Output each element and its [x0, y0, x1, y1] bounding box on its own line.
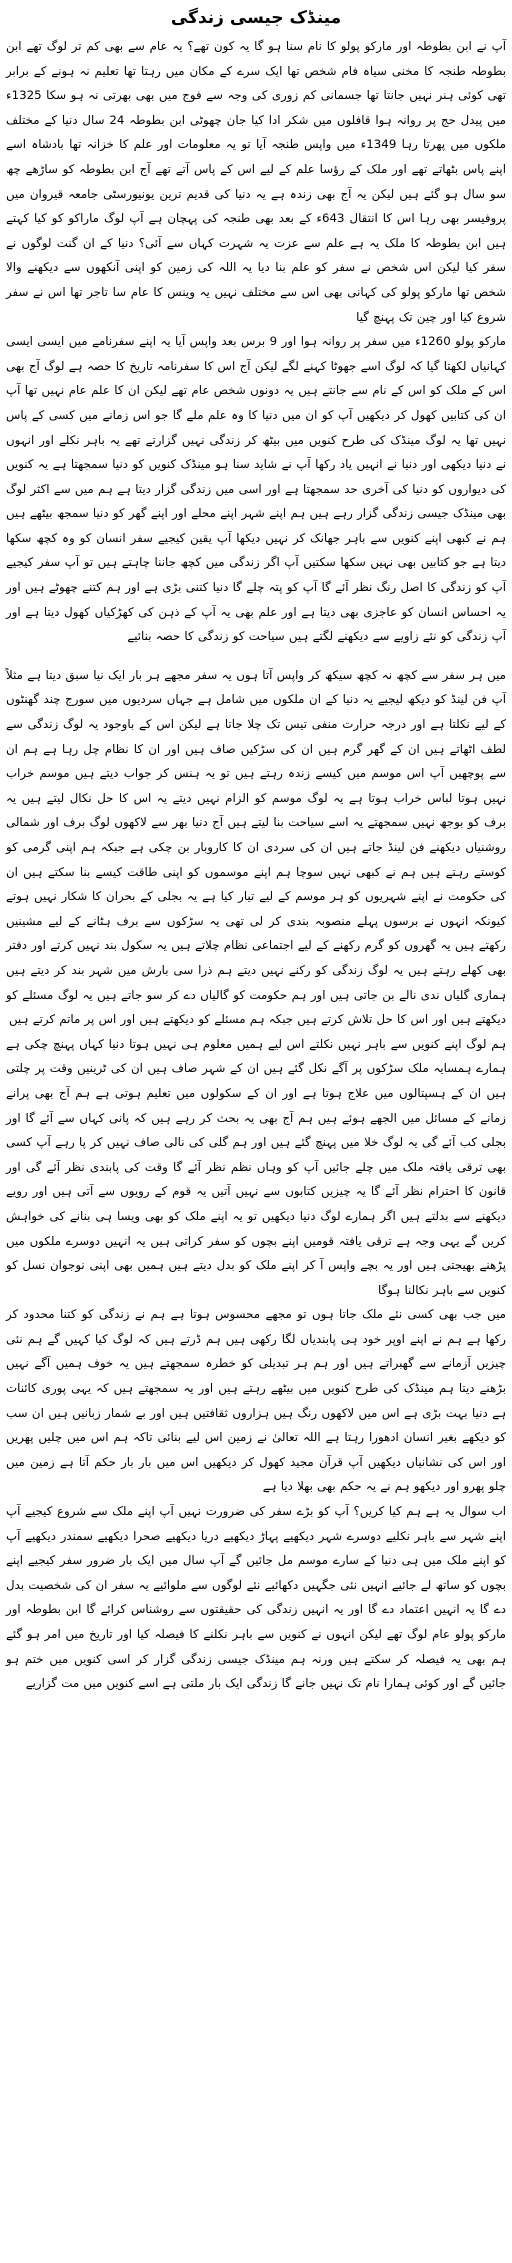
article-paragraph-6: اب سوال یہ ہے ہم کیا کریں؟ آپ کو بڑے سفر کی ضرورت نہیں آپ اپنے ملک سے شروع کیجیے آپ اپنے شہر سے باہر نکلیے دوسرے شہر دیکھیے پہاڑ دیکھیے دریا دیکھیے صحرا دیکھیے سمندر دیکھیے آپ کو اپنے ملک میں ہی دنیا کے سارے موسم مل جائیں گے آپ سال میں ایک بار ضرور سفر کیجیے اپنے بچوں کو ساتھ لے جائیے انہیں نئی جگہیں دکھائیے نئے لوگوں سے ملوائیے یہ سفر ان کی شخصیت بدل دے گا یہ انہیں اعتماد دے گا اور یہ انہیں زندگی کی حقیقتوں سے روشناس کرائے گا ابن بطوطہ اور مارکو پولو عام لوگ تھے لیکن انہوں نے کنویں سے باہر نکلنے کا فیصلہ کیا اور تاریخ میں امر ہو گئے ہم بھی یہ فیصلہ کر سکتے ہیں ورنہ ہم مینڈک جیسی زندگی گزار کر اسی کنویں میں ختم ہو جائیں گے اور کوئی ہمارا نام تک نہیں جانے گا زندگی ایک بار ملتی ہے اسے کنویں میں مت گزاریے	[6, 1504, 506, 1691]
article-paragraph-1: آپ نے ابن بطوطہ اور مارکو پولو کا نام سنا ہو گا یہ کون تھے؟ یہ عام سے بھی کم تر لوگ تھے ابن بطوطہ طنجہ کا مخنی سیاہ فام شخص تھا ایک سرے کے مکان میں رہتا تھا تعلیم نہ ہونے کے برابر تھی کوئی ہنر نہیں جانتا تھا جسمانی کم زوری کی وجہ سے فوج میں بھی بھرتی نہ ہو سکا 1325ء میں پیدل حج پر روانہ ہوا قافلوں میں شکر ادا کیا جان چھوٹی ابن بطوطہ 24 سال دنیا کے مختلف ملکوں میں پھرتا رہا 1349ء میں واپس طنجہ آیا تو یہ معلومات اور علم کا خزانہ تھا بادشاہ اسے اپنے پاس بٹھاتے تھے اور ملک کے رؤسا علم کے لیے اس کے پاس آتے تھے آج ابن بطوطہ کو ساڑھے چھ سو سال ہو گئے ہیں لیکن یہ آج بھی زندہ ہے یہ دنیا کی قدیم ترین یونیورسٹی جامعہ قیروان میں پروفیسر بھی رہا اس کا انتقال 643ء کے بعد بھی طنجہ کی پہچان ہے آپ لوگ ماراکو کو کیا کہتے ہیں ابن بطوطہ کا ملک یہ ہے علم سے عزت یہ شہرت کہاں سے آئی؟ دنیا کے ان گنت لوگوں نے سفر کیا لیکن اس شخص نے سفر کو علم بنا دیا یہ اللہ کی زمین کو اپنی آنکھوں سے دیکھنے والا شخص تھا مارکو پولو کی کہانی بھی اس سے مختلف نہیں یہ وینس کا عام سا تاجر تھا اس نے سفر شروع کیا اور چین تک پہنچ گیا	[6, 39, 506, 324]
article-paragraph-3: میں ہر سفر سے کچھ نہ کچھ سیکھ کر واپس آتا ہوں یہ سفر مجھے ہر بار ایک نیا سبق دیتا ہے مثلاً آپ فن لینڈ کو دیکھ لیجیے یہ دنیا کے ان ملکوں میں شامل ہے جہاں سردیوں میں سورج چند گھنٹوں کے لیے نکلتا ہے اور درجہ حرارت منفی تیس تک چلا جاتا ہے لیکن اس کے باوجود یہ لوگ زندگی سے لطف اٹھاتے ہیں ان کے گھر گرم ہیں ان کی سڑکیں صاف ہیں اور ان کا نظام چل رہا ہے ہم ان سے پوچھیں آپ اس موسم میں کیسے زندہ رہتے ہیں تو یہ ہنس کر جواب دیتے ہیں موسم خراب نہیں ہوتا لباس خراب ہوتا ہے یہ لوگ موسم کو الزام نہیں دیتے یہ اس کا حل نکال لیتے ہیں یہ برف کو بوجھ نہیں سمجھتے یہ اسے سیاحت بنا لیتے ہیں آج دنیا بھر سے لاکھوں لوگ برف اور شمالی روشنیاں دیکھنے فن لینڈ جاتے ہیں ان کی سردی ان کا کاروبار بن چکی ہے جبکہ ہم اپنی گرمی کو کوستے رہتے ہیں ہم نے کبھی نہیں سوچا ہم اپنے موسموں کو اپنی طاقت کیسے بنا سکتے ہیں ان کی حکومت نے اپنے شہریوں کو ہر موسم کے لیے تیار کیا ہے یہ بجلی کے بحران کا شکار نہیں ہوتے کیونکہ انہوں نے برسوں پہلے منصوبہ بندی کر لی تھی یہ سڑکوں سے برف ہٹانے کے لیے مشینیں رکھتے ہیں یہ گھروں کو گرم رکھنے کے لیے اجتماعی نظام چلاتے ہیں یہ سکول بند نہیں کرتے اور دفتر بھی کھلے رہتے ہیں یہ لوگ زندگی کو رکنے نہیں دیتے ہم ذرا سی بارش میں شہر بند کر دیتے ہیں ہماری گلیاں ندی نالے بن جاتی ہیں اور ہم حکومت کو گالیاں دے کر سو جاتے ہیں یہ لوگ مسئلے کو دیکھتے ہیں اور اس کا حل تلاش کرتے ہیں جبکہ ہم مسئلے کو دیکھتے ہیں اور اس پر ماتم کرتے ہیں	[6, 667, 506, 1027]
article-paragraph-5: میں جب بھی کسی نئے ملک جاتا ہوں تو مجھے محسوس ہوتا ہے ہم نے زندگی کو کتنا محدود کر رکھا ہے ہم نے اپنے اوپر خود ہی پابندیاں لگا رکھی ہیں ہم ڈرتے ہیں کہ لوگ کیا کہیں گے ہم نئی چیزیں آزمانے سے گھبراتے ہیں اور ہم ہر تبدیلی کو خطرہ سمجھتے ہیں یہ خوف ہمیں آگے نہیں بڑھنے دیتا ہم مینڈک کی طرح کنویں میں بیٹھے رہتے ہیں اور یہ سمجھتے ہیں کہ یہی پوری کائنات ہے دنیا بہت بڑی ہے اس میں لاکھوں رنگ ہیں ہزاروں ثقافتیں ہیں اور بے شمار زبانیں ہیں ان سب کو دیکھے بغیر انسان ادھورا رہتا ہے اللہ تعالیٰ نے زمین اس لیے بنائی تاکہ ہم اس میں چلیں پھریں اور اس کی نشانیاں دیکھیں آپ قرآن مجید کھول کر دیکھیں اس میں بار بار حکم آتا ہے زمین میں چلو پھرو اور دیکھو ہم نے یہ حکم بھی بھلا دیا ہے	[6, 1307, 506, 1494]
article-paragraph-2: مارکو پولو 1260ء میں سفر پر روانہ ہوا اور 9 برس بعد واپس آیا یہ اپنے سفرنامے میں ایسی ایسی کہانیاں لکھتا گیا کہ لوگ اسے جھوٹا کہنے لگے لیکن آج اس کا سفرنامہ تاریخ کا حصہ ہے لوگ آج بھی اس کے ملک کو اس کے نام سے جانتے ہیں یہ دونوں شخص عام تھے لیکن ان کا علم عام نہیں تھا آپ ان کی کتابیں کھول کر دیکھیں آپ کو ان میں دنیا کا وہ علم ملے گا جو اس زمانے میں کسی کے پاس نہیں تھا یہ لوگ مینڈک کی طرح کنویں میں بیٹھ کر زندگی نہیں گزارتے تھے یہ باہر نکلے اور انہوں نے دنیا دیکھی اور دنیا نے انہیں یاد رکھا آپ نے شاید سنا ہو مینڈک کنویں کو دنیا سمجھتا ہے یہ کنویں کی دیواروں کو دنیا کی آخری حد سمجھتا ہے اور اسی میں زندگی گزار دیتا ہے ہم میں سے اکثر لوگ بھی مینڈک جیسی زندگی گزار رہے ہیں ہم اپنے شہر اپنے محلے اور اپنے گھر کو دنیا سمجھ بیٹھے ہیں ہم نے کبھی اپنے کنویں سے باہر جھانک کر نہیں دیکھا آپ یقین کیجیے سفر انسان کو وہ کچھ سکھا دیتا ہے جو کتابیں بھی نہیں سکھا سکتیں آپ اگر زندگی میں کچھ جاننا چاہتے ہیں تو آپ سفر کیجیے آپ کو زندگی کا اصل رنگ نظر آئے گا آپ کو پتہ چلے گا دنیا کتنی بڑی ہے اور ہم کتنے چھوٹے ہیں اور یہ احساس انسان کو عاجزی بھی دیتا ہے اور علم بھی یہ آپ کے ذہن کی کھڑکیاں کھول دیتا ہے اور آپ زندگی کو نئے زاویے سے دیکھنے لگتے ہیں سیاحت کو زندگی کا حصہ بنائیے	[6, 334, 506, 644]
article-paragraph-4: ہم لوگ اپنے کنویں سے باہر نہیں نکلتے اس لیے ہمیں معلوم ہی نہیں ہوتا دنیا کہاں پہنچ چکی ہے ہمارے ہمسایہ ملک سڑکوں پر آگے نکل گئے ہیں ان کے شہر صاف ہیں ان کی ٹرینیں وقت پر چلتی ہیں ان کے ہسپتالوں میں علاج ہوتا ہے اور ان کے سکولوں میں تعلیم ہوتی ہے ہم آج بھی پرانے زمانے کے مسائل میں الجھے ہوئے ہیں ہم آج بھی یہ بحث کر رہے ہیں کہ پانی کہاں سے آئے گا اور بجلی کب آئے گی یہ لوگ خلا میں پہنچ گئے ہیں اور ہم گلی کی نالی صاف نہیں کر پا رہے آپ کسی بھی ترقی یافتہ ملک میں چلے جائیں آپ کو وہاں نظم نظر آئے گا وقت کی پابندی نظر آئے گی اور قانون کا احترام نظر آئے گا یہ چیزیں کتابوں سے نہیں آتیں یہ قوم کے رویوں سے آتی ہیں اور رویے دیکھنے سے بدلتے ہیں اگر ہمارے لوگ دنیا دیکھیں تو یہ اپنے ملک کو بھی ویسا ہی بنانے کی خواہش کریں گے یہی وجہ ہے ترقی یافتہ قومیں اپنے بچوں کو سفر کراتی ہیں یہ انہیں دوسرے ملکوں میں پڑھنے بھیجتی ہیں اور یہ بچے واپس آ کر اپنے ملک کو بدل دیتے ہیں ہمیں بھی اپنی نوجوان نسل کو کنویں سے باہر نکالنا ہوگا	[6, 1036, 506, 1297]
article-title: مینڈک جیسی زندگی	[170, 8, 342, 28]
